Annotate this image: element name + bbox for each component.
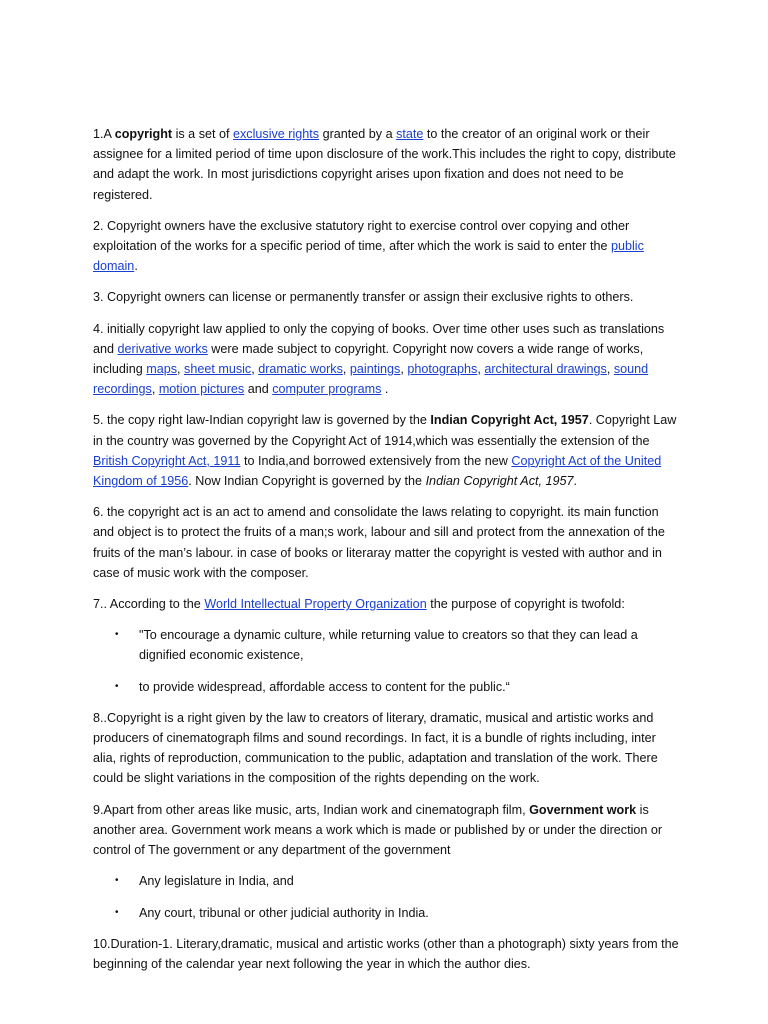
term-copyright: copyright [114, 127, 173, 141]
bullet-icon: • [115, 906, 119, 918]
list-item: • Any legislature in India, and [93, 871, 679, 891]
paragraph-4: 4. initially copyright law applied to only the copying of books. Over time other uses such as translations and derivative works were made subject to copyright. Copyright now covers a wide range of works, including maps, sheet music, dramatic works, paintings, photographs, architectural drawings, sound recordings, motion pictures and computer programs . [93, 321, 665, 397]
list-item: • to provide widespread, affordable access to content for the public.“ [93, 677, 679, 697]
link-uk-copyright-act-1956[interactable]: Copyright Act of the United Kingdom of 1956 [93, 453, 662, 489]
paragraph-1: 1.A copyright is a set of exclusive rights granted by a state to the creator of an original work or their assignee for a limited period of time upon disclosure of the work.This includes the right to copy, distribute and adapt the work. In most jurisdictions copyright arises upon fixation and does not need to be registered. [93, 127, 676, 202]
link-sound-recordings[interactable]: sound recordings [93, 362, 649, 397]
link-public-domain[interactable]: public domain [93, 239, 644, 274]
link-photographs[interactable]: photographs [407, 362, 478, 377]
paragraph-7: 7.. According to the World Intellectual Property Organization the purpose of copyright is twofold: [93, 597, 625, 612]
link-sheet-music[interactable]: sheet music [184, 362, 252, 377]
link-computer-programs[interactable]: computer programs [272, 382, 382, 397]
paragraph-6: 6. the copyright act is an act to amend and consolidate the laws relating to copyright. its main function and object is to protect the fruits of a man;s work, labour and sill and protect from the annexation of the fruits of the man’s labour. in case of books or literaray matter the copyright is vested with author and in case of music work with the composer. [93, 505, 665, 580]
link-paintings[interactable]: paintings [349, 362, 401, 377]
paragraph-2: 2. Copyright owners have the exclusive statutory right to exercise control over copying and other exploitation of the works for a specific period of time, after which the work is said to enter the public domain. [93, 218, 644, 274]
link-dramatic-works[interactable]: dramatic works [258, 362, 343, 377]
term-government-work: Government work [529, 802, 637, 817]
link-state[interactable]: state [396, 127, 424, 141]
paragraph-5: 5. the copy right law-Indian copyright law is governed by the Indian Copyright Act, 1957. Copyright Law in the country was governed by the Copyright Act of 1914,which was essentially the extension of the British Copyright Act, 1911 to India,and borrowed extensively from the new Copyright Act of the United Kingdom of 1956. Now Indian Copyright is governed by the Indian Copyright Act, 1957. [93, 413, 677, 489]
list-item: • "To encourage a dynamic culture, while returning value to creators so that they can lead a dignified economic existence, [93, 625, 679, 665]
link-motion-pictures[interactable]: motion pictures [158, 382, 245, 397]
bullet-icon: • [115, 875, 119, 887]
bullet-icon: • [115, 629, 119, 641]
link-exclusive-rights[interactable]: exclusive rights [233, 127, 320, 141]
paragraph-10: 10.Duration-1. Literary,dramatic, musical and artistic works (other than a photograph) sixty years from the beginning of the calendar year next following the year in which the author dies. [93, 936, 679, 971]
link-derivative-works[interactable]: derivative works [117, 341, 208, 356]
document-body [93, 124, 679, 985]
paragraph-3: 3. Copyright owners can license or permanently transfer or assign their exclusive rights to others. [93, 290, 634, 305]
link-wipo[interactable]: World Intellectual Property Organization [204, 597, 427, 612]
term-indian-copyright-act: Indian Copyright Act, 1957 [430, 413, 589, 428]
link-architectural-drawings[interactable]: architectural drawings [484, 362, 607, 377]
bullet-icon: • [115, 680, 119, 692]
list-item: • Any court, tribunal or other judicial authority in India. [93, 903, 679, 923]
term-indian-copyright-act-italic: Indian Copyright Act, 1957 [425, 474, 574, 489]
link-maps[interactable]: maps [146, 362, 178, 377]
paragraph-9: 9.Apart from other areas like music, arts, Indian work and cinematograph film, Government work is another area. Government work means a work which is made or published by or under the direction or control of The government or any department of the government [93, 802, 663, 858]
link-british-copyright-act[interactable]: British Copyright Act, 1911 [93, 453, 241, 468]
paragraph-8: 8..Copyright is a right given by the law to creators of literary, dramatic, musical and artistic works and producers of cinematograph films and sound recordings. In fact, it is a bundle of rights including, inter alia, rights of reproduction, communication to the public, adaptation and translation of the work. There could be slight variations in the composition of the rights depending on the work. [93, 710, 658, 786]
